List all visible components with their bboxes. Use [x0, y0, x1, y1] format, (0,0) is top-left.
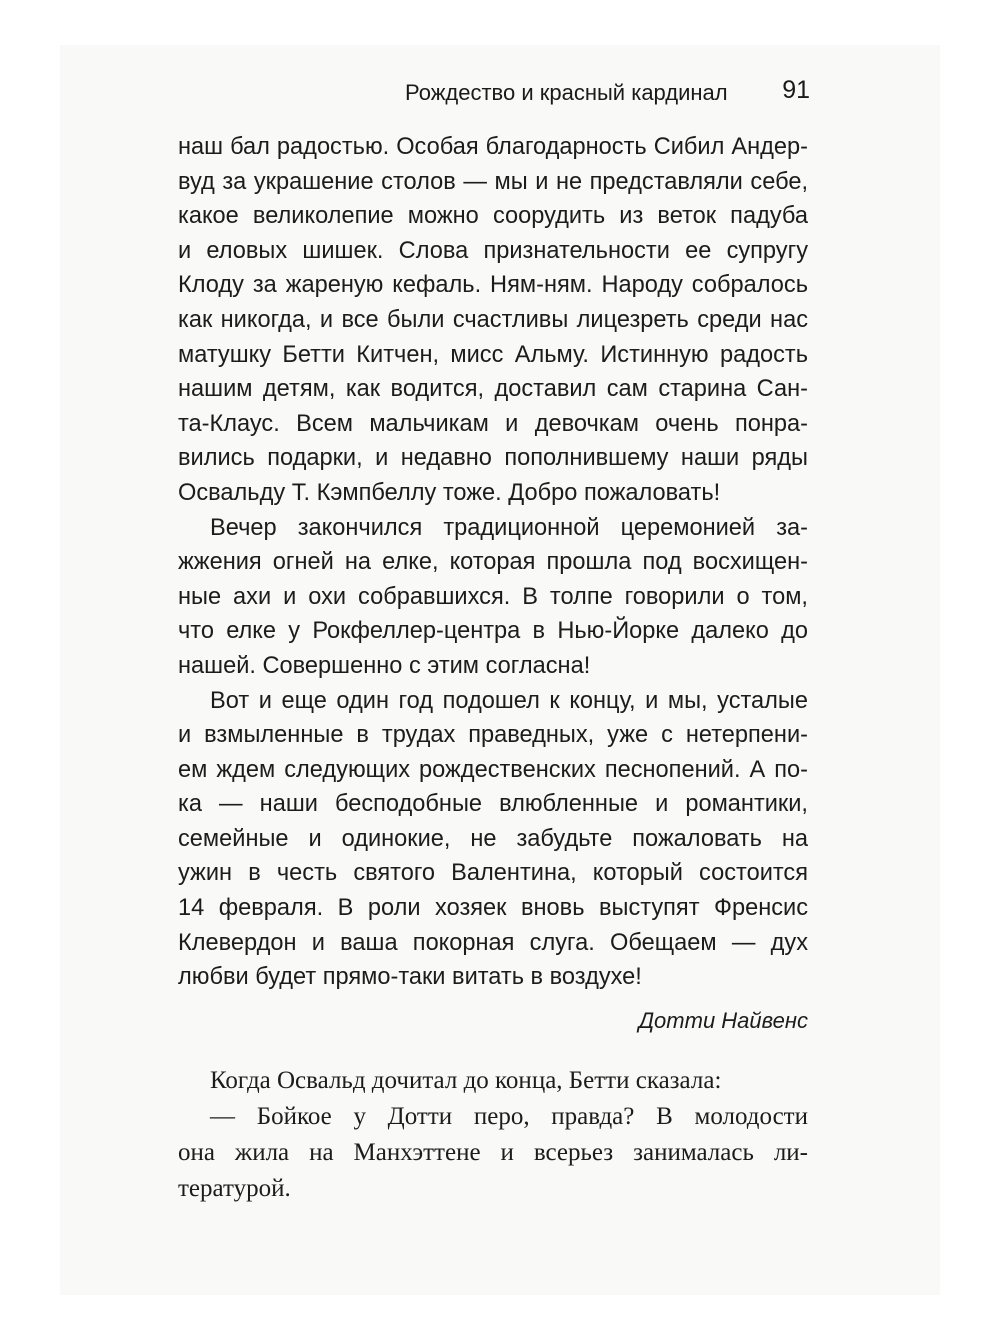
- text-line: тературой.: [178, 1175, 291, 1202]
- text-line: 14 февраля. В роли хозяек вновь выступят Френсис: [178, 895, 808, 922]
- text-line: Клоду за жареную кефаль. Ням-ням. Народу собралось: [178, 272, 808, 299]
- letter-signature: Дотти Найвенс: [638, 1008, 808, 1033]
- text-line: Клевердон и ваша покорная слуга. Обещаем — дух: [178, 929, 808, 956]
- text-line: любви будет прямо-таки витать в воздухе!: [178, 964, 642, 991]
- letter-text: [178, 130, 808, 995]
- text-line: ка — наши бесподобные влюбленные и романтики,: [178, 791, 808, 818]
- text-line: она жила на Манхэттене и всерьез занималась ли-: [178, 1139, 808, 1166]
- narrative-text: [178, 1063, 808, 1207]
- text-line: Когда Освальд дочитал до конца, Бетти сказала:: [210, 1067, 722, 1094]
- running-head: [405, 72, 810, 112]
- text-line: что елке у Рокфеллер-центра в Нью-Йорке далеко до: [178, 618, 808, 645]
- text-line: семейные и одинокие, не забудьте пожаловать на: [178, 825, 808, 852]
- text-line: как никогда, и все были счастливы лицезреть среди нас: [178, 306, 808, 333]
- text-line: ужин в честь святого Валентина, который состоится: [178, 860, 808, 887]
- text-line: какое великолепие можно соорудить из веток падуба: [178, 203, 808, 230]
- text-line: нашим детям, как водится, доставил сам старина Сан-: [178, 376, 808, 403]
- text-line: — Бойкое у Дотти перо, правда? В молодости: [210, 1103, 808, 1130]
- running-title: Рождество и красный кардинал: [405, 80, 728, 105]
- text-line: Освальду Т. Кэмпбеллу тоже. Добро пожаловать!: [178, 479, 721, 506]
- page-number: 91: [782, 76, 810, 104]
- text-line: ные ахи и охи собравшихся. В толпе говорили о том,: [178, 583, 808, 610]
- text-line: нашей. Совершенно с этим согласна!: [178, 652, 591, 679]
- text-line: та-Клаус. Всем мальчикам и девочкам очень понра-: [178, 410, 808, 437]
- text-line: матушку Бетти Китчен, мисс Альму. Истинную радость: [178, 341, 808, 368]
- text-line: наш бал радостью. Особая благодарность Сибил Андер-: [178, 134, 808, 160]
- text-line: и взмыленные в трудах праведных, уже с нетерпени-: [178, 722, 808, 749]
- text-line: Вечер закончился традиционной церемонией за-: [210, 514, 808, 541]
- text-line: жжения огней на елке, которая прошла под восхищен-: [178, 549, 808, 576]
- text-line: вуд за украшение столов — мы и не представляли себе,: [178, 168, 808, 195]
- text-line: и еловых шишек. Слова признательности ее супругу: [178, 237, 808, 264]
- text-line: Вот и еще один год подошел к концу, и мы, усталые: [210, 687, 808, 714]
- text-line: вились подарки, и недавно пополнившему наши ряды: [178, 445, 808, 472]
- text-line: ем ждем следующих рождественских песнопений. А по-: [178, 756, 808, 783]
